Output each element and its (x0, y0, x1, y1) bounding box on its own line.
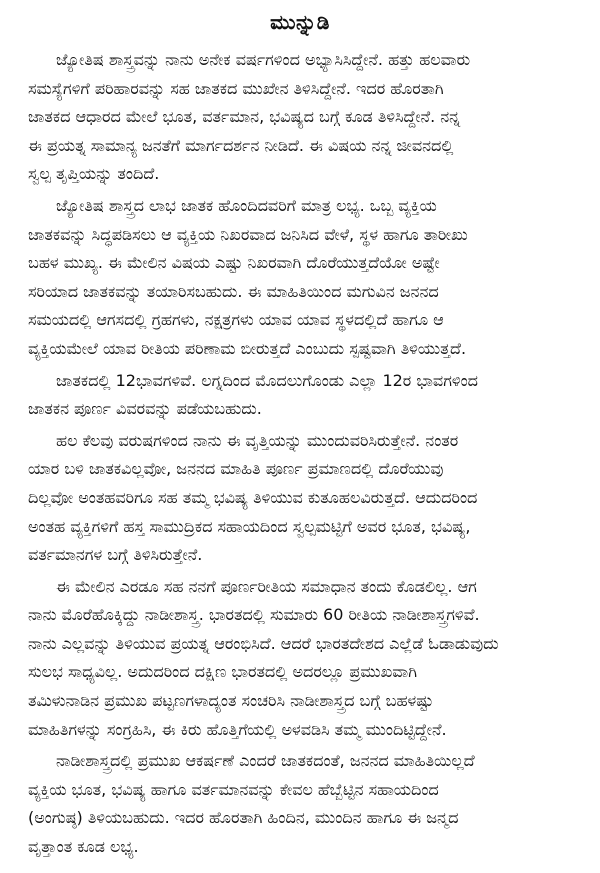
text-line: ಮಾಹಿತಿಗಳನ್ನು ಸಂಗ್ರಹಿಸಿ, ಈ ಕಿರು ಹೊತ್ತಿಗೆಯಲ್ಲಿ ಅಳವಡಿಸಿ ತಮ್ಮ ಮುಂದಿಟ್ಟಿದ್ದೇನೆ. (28, 719, 447, 739)
text-line: ಜಾತಕವನ್ನು ಸಿದ್ಧಪಡಿಸಲು ಆ ವ್ಯಕ್ತಿಯ ನಿಖರವಾದ ಜನಿಸಿದ ವೇಳೆ, ಸ್ಥಳ ಹಾಗೂ ತಾರೀಖು (28, 224, 468, 244)
text-line: ತಮಿಳುನಾಡಿನ ಪ್ರಮುಖ ಪಟ್ಟಣಗಳಾದ್ಯಂತ ಸಂಚರಿಸಿ ನಾಡೀಶಾಸ್ತ್ರದ ಬಗ್ಗೆ ಬಹಳಷ್ಟು (28, 691, 434, 711)
text-line: ಜಾತಕದ ಆಧಾರದ ಮೇಲೆ ಭೂತ, ವರ್ತಮಾನ, ಭವಿಷ್ಯದ ಬಗ್ಗೆ ಕೂಡ ತಿಳಿಸಿದ್ದೇನೆ. ನನ್ನ (28, 107, 461, 127)
paragraph (28, 427, 572, 570)
paragraph (28, 747, 572, 861)
text-line: ನಾನು ಎಲ್ಲವನ್ನು ತಿಳಿಯುವ ಪ್ರಯತ್ನ ಆರಂಭಿಸಿದೆ. ಆದರೆ ಭಾರತದೇಶದ ಎಲ್ಲೆಡೆ ಓಡಾಡುವುದು (28, 633, 499, 653)
text-line: ಸರಿಯಾದ ಜಾತಕವನ್ನು ತಯಾರಿಸಬಹುದು. ಈ ಮಾಹಿತಿಯಿಂದ ಮಗುವಿನ ಜನನದ (28, 281, 439, 301)
page-title: ಮುನ್ನುಡಿ (270, 10, 330, 34)
text-line: ಜಾತಕನ ಪೂರ್ಣ ವಿವರವನ್ನು ಪಡೆಯಬಹುದು. (28, 399, 262, 419)
text-line: ವರ್ತಮಾನಗಳ ಬಗ್ಗೆ ತಿಳಿಸಿರುತ್ತೇನೆ. (28, 545, 203, 565)
text-line: ನಾಡೀಶಾಸ್ತ್ರದಲ್ಲಿ ಪ್ರಮುಖ ಆಕರ್ಷಣೆ ಎಂದರೆ ಜಾತಕದಂತೆ, ಜನನದ ಮಾಹಿತಿಯಿಲ್ಲದೆ (56, 751, 475, 771)
document-body (28, 46, 572, 862)
text-line: ನಾನು ಮೊರೆಹೊಕ್ಕಿದ್ದು ನಾಡೀಶಾಸ್ತ್ರ. ಭಾರತದಲ್ಲಿ ಸುಮಾರು 60 ರೀತಿಯ ನಾಡೀಶಾಸ್ತ್ರಗಳಿವೆ. (28, 605, 480, 625)
text-line: ವೃತ್ತಾಂತ ಕೂಡ ಲಭ್ಯ. (28, 837, 139, 857)
text-line: ಯಾರ ಬಳಿ ಜಾತಕವಿಲ್ಲವೋ, ಜನನದ ಮಾಹಿತಿ ಪೂರ್ಣ ಪ್ರಮಾಣದಲ್ಲಿ ದೊರೆಯುವು (28, 459, 444, 479)
paragraph (28, 192, 572, 364)
text-line: ಜ್ಯೋತಿಷ ಶಾಸ್ತ್ರದ ಲಾಭ ಜಾತಕ ಹೊಂದಿದವರಿಗೆ ಮಾತ್ರ ಲಭ್ಯ. ಒಬ್ಬ ವ್ಯಕ್ತಿಯ (56, 195, 437, 215)
text-line: ಈ ಪ್ರಯತ್ನ ಸಾಮಾನ್ಯ ಜನತೆಗೆ ಮಾರ್ಗದರ್ಶನ ನೀಡಿದೆ. ಈ ವಿಷಯ ನನ್ನ ಜೀವನದಲ್ಲಿ (28, 135, 454, 155)
text-line: ಸಮಯದಲ್ಲಿ ಆಗಸದಲ್ಲಿ ಗ್ರಹಗಳು, ನಕ್ಷತ್ರಗಳು ಯಾವ ಯಾವ ಸ್ಥಳದಲ್ಲಿದೆ ಹಾಗೂ ಆ (28, 310, 444, 330)
paragraph (28, 573, 572, 745)
text-line: ವ್ಯಕ್ತಿಯ ಭೂತ, ಭವಿಷ್ಯ ಹಾಗೂ ವರ್ತಮಾನವನ್ನು ಕೇವಲ ಹೆಬ್ಬೆಟ್ಟಿನ ಸಹಾಯದಿಂದ (28, 779, 439, 799)
text-line: ವ್ಯಕ್ತಿಯಮೇಲೆ ಯಾವ ರೀತಿಯ ಪರಿಣಾಮ ಬೀರುತ್ತದೆ ಎಂಬುದು ಸ್ಪಷ್ಟವಾಗಿ ತಿಳಿಯುತ್ತದೆ. (28, 338, 467, 358)
text-line: ಜ್ಯೋತಿಷ ಶಾಸ್ತ್ರವನ್ನು ನಾನು ಅನೇಕ ವರ್ಷಗಳಿಂದ ಅಭ್ಯಾಸಿಸಿದ್ದೇನೆ. ಹತ್ತು ಹಲವಾರು (56, 50, 471, 69)
text-line: ಈ ಮೇಲಿನ ಎರಡೂ ಸಹ ನನಗೆ ಪೂರ್ಣರೀತಿಯ ಸಮಾಧಾನ ತಂದು ಕೊಡಲಿಲ್ಲ. ಆಗ (56, 576, 477, 596)
paragraph (28, 46, 572, 189)
text-line: ಸ್ವಲ್ಪ ತೃಪ್ತಿಯನ್ನು ತಂದಿದೆ. (28, 164, 160, 184)
text-line: ದಿಲ್ಲವೋ ಅಂತಹವರಿಗೂ ಸಹ ತಮ್ಮ ಭವಿಷ್ಯ ತಿಳಿಯುವ ಕುತೂಹಲವಿರುತ್ತದೆ. ಆದುದರಿಂದ (28, 487, 478, 507)
paragraph (28, 367, 572, 424)
text-line: ಸಮಸ್ಯೆಗಳಿಗೆ ಪರಿಹಾರವನ್ನು ಸಹ ಜಾತಕದ ಮುಖೇನ ತಿಳಿಸಿದ್ದೇನೆ. ಇದರ ಹೊರತಾಗಿ (28, 78, 444, 98)
text-line: ಬಹಳ ಮುಖ್ಯ. ಈ ಮೇಲಿನ ವಿಷಯ ಎಷ್ಟು ನಿಖರವಾಗಿ ದೊರೆಯುತ್ತದೆಯೋ ಅಷ್ಟೇ (28, 253, 440, 273)
text-line: ಅಂತಹ ವ್ಯಕ್ತಿಗಳಿಗೆ ಹಸ್ತ ಸಾಮುದ್ರಿಕದ ಸಹಾಯದಿಂದ ಸ್ವಲ್ಪಮಟ್ಟಿಗೆ ಅವರ ಭೂತ, ಭವಿಷ್ಯ, (28, 516, 471, 536)
text-line: ಜಾತಕದಲ್ಲಿ 12ಭಾವಗಳಿವೆ. ಲಗ್ನದಿಂದ ಮೊದಲುಗೊಂಡು ಎಲ್ಲಾ 12ರ ಭಾವಗಳಿಂದ (56, 370, 479, 390)
text-line: ಸುಲಭ ಸಾಧ್ಯವಿಲ್ಲ. ಅದುದರಿಂದ ದಕ್ಷಿಣ ಭಾರತದಲ್ಲಿ ಅದರಲ್ಲೂ ಪ್ರಮುಖವಾಗಿ (28, 662, 417, 682)
text-line: ಹಲ ಕೆಲವು ವರುಷಗಳಿಂದ ನಾನು ಈ ವೃತ್ತಿಯನ್ನು ಮುಂದುವರಿಸಿರುತ್ತೇನೆ. ನಂತರ (56, 430, 459, 450)
text-line: (ಅಂಗುಷ್ಠ) ತಿಳಿಯಬಹುದು. ಇದರ ಹೊರತಾಗಿ ಹಿಂದಿನ, ಮುಂದಿನ ಹಾಗೂ ಈ ಜನ್ಮದ (28, 808, 459, 828)
